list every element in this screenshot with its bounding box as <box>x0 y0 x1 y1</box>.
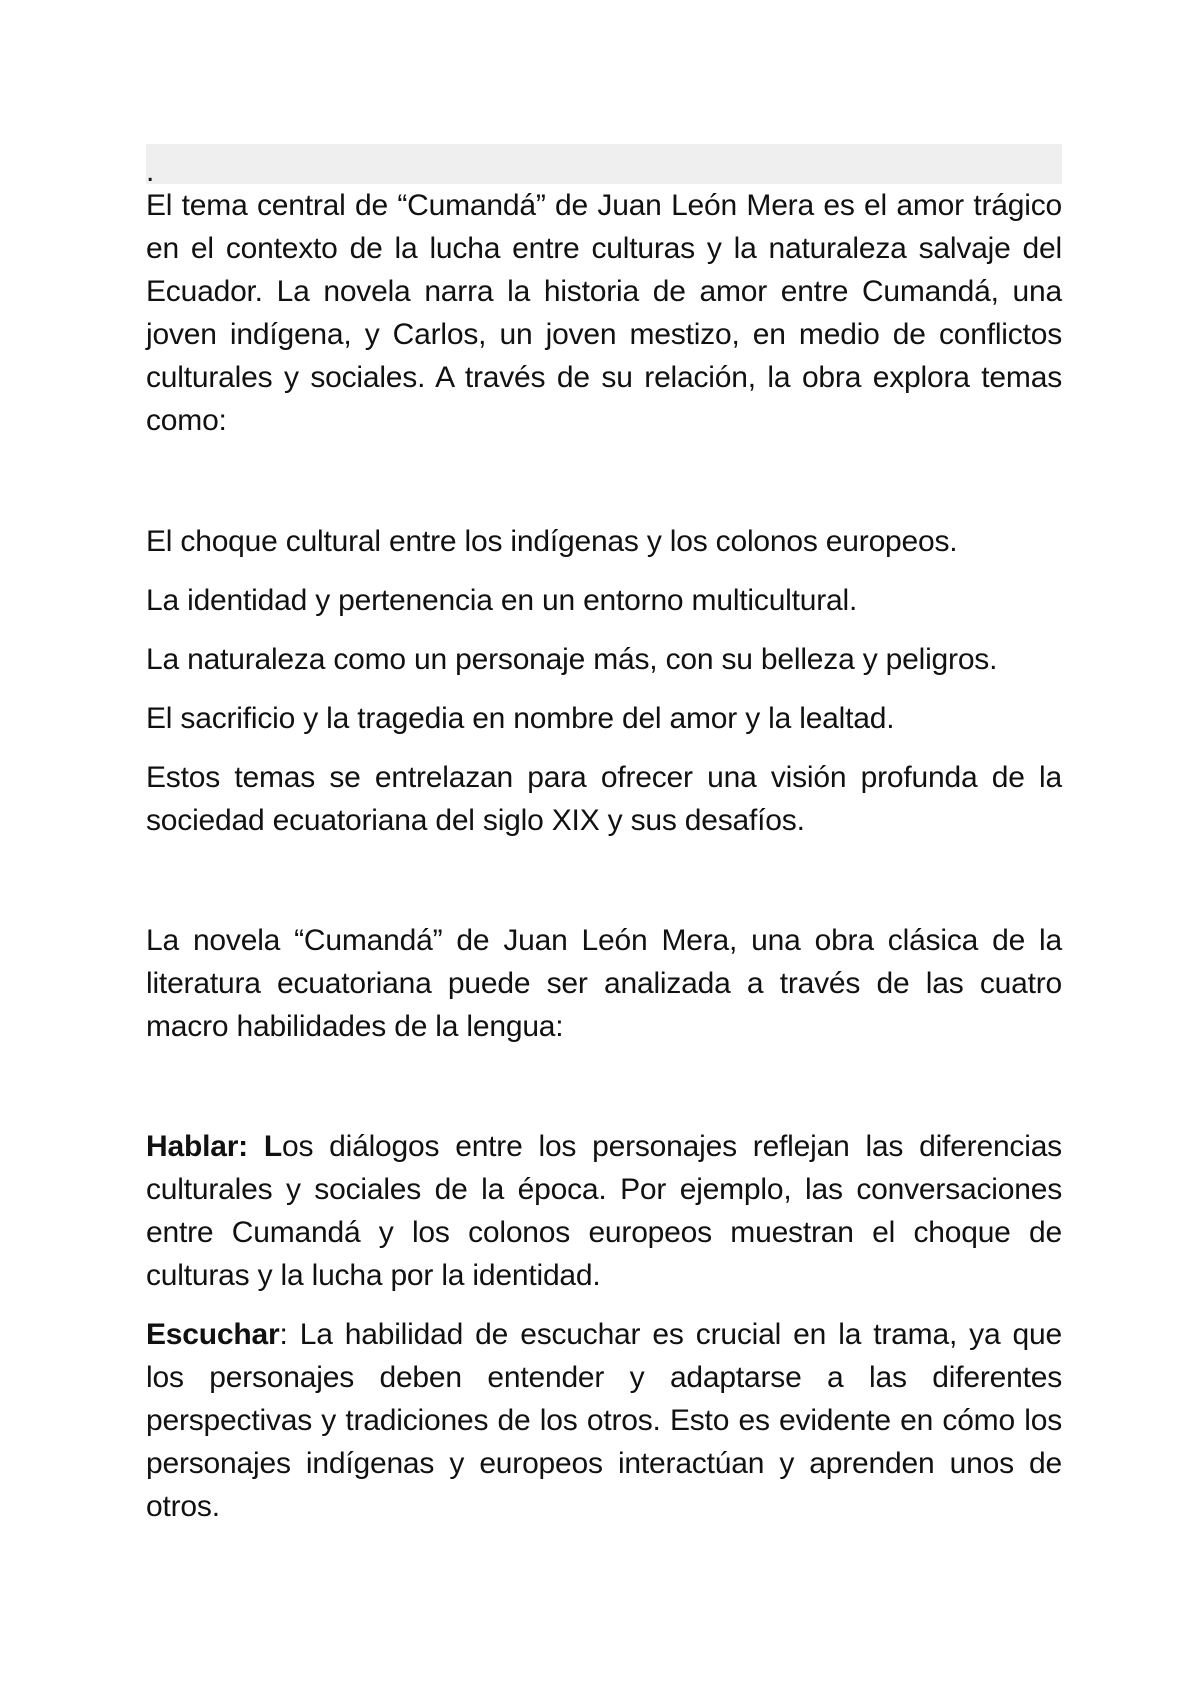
skill-label: Hablar: L <box>146 1130 282 1163</box>
highlighted-band <box>146 144 1062 184</box>
theme-item: La naturaleza como un personaje más, con su belleza y peligros. <box>146 643 998 676</box>
themes-list <box>146 520 1062 842</box>
skill-text: : La habilidad de escuchar es crucial en la trama, ya que los personajes deben entender y adaptarse a las diferentes perspectivas y tradiciones de los otros. Esto es evidente en cómo los personajes indígenas y europeos interactúan y aprenden unos de otros. <box>146 1318 1062 1523</box>
closing-paragraph: Estos temas se entrelazan para ofrecer una visión profunda de la sociedad ecuatoriana del siglo XIX y sus desafíos. <box>146 761 1062 837</box>
skill-paragraph-hablar <box>146 1125 1062 1297</box>
skill-label: Escuchar <box>146 1318 280 1351</box>
intro-paragraph: El tema central de “Cumandá” de Juan León Mera es el amor trágico en el contexto de la lucha entre culturas y la naturaleza salvaje del Ecuador. La novela narra la historia de amor entre Cumandá, una joven indígena, y Carlos, un joven mestizo, en medio de conflictos culturales y sociales. A través de su relación, la obra explora temas como: <box>146 189 1062 437</box>
document-body <box>146 144 1062 1544</box>
skill-paragraph-escuchar <box>146 1313 1062 1528</box>
theme-item: La identidad y pertenencia en un entorno multicultural. <box>146 584 858 617</box>
theme-item: El choque cultural entre los indígenas y los colonos europeos. <box>146 525 958 558</box>
novela-paragraph: La novela “Cumandá” de Juan León Mera, una obra clásica de la literatura ecuatoriana puede ser analizada a través de las cuatro macro habilidades de la lengua: <box>146 924 1062 1043</box>
band-text: . <box>146 155 155 184</box>
skills-section <box>146 1125 1062 1528</box>
theme-item: El sacrificio y la tragedia en nombre del amor y la lealtad. <box>146 702 895 735</box>
skill-text: os diálogos entre los personajes reflejan las diferencias culturales y sociales de la época. Por ejemplo, las conversaciones entre Cumandá y los colonos europeos muestran el choque de culturas y la lucha por la identidad. <box>146 1130 1062 1292</box>
